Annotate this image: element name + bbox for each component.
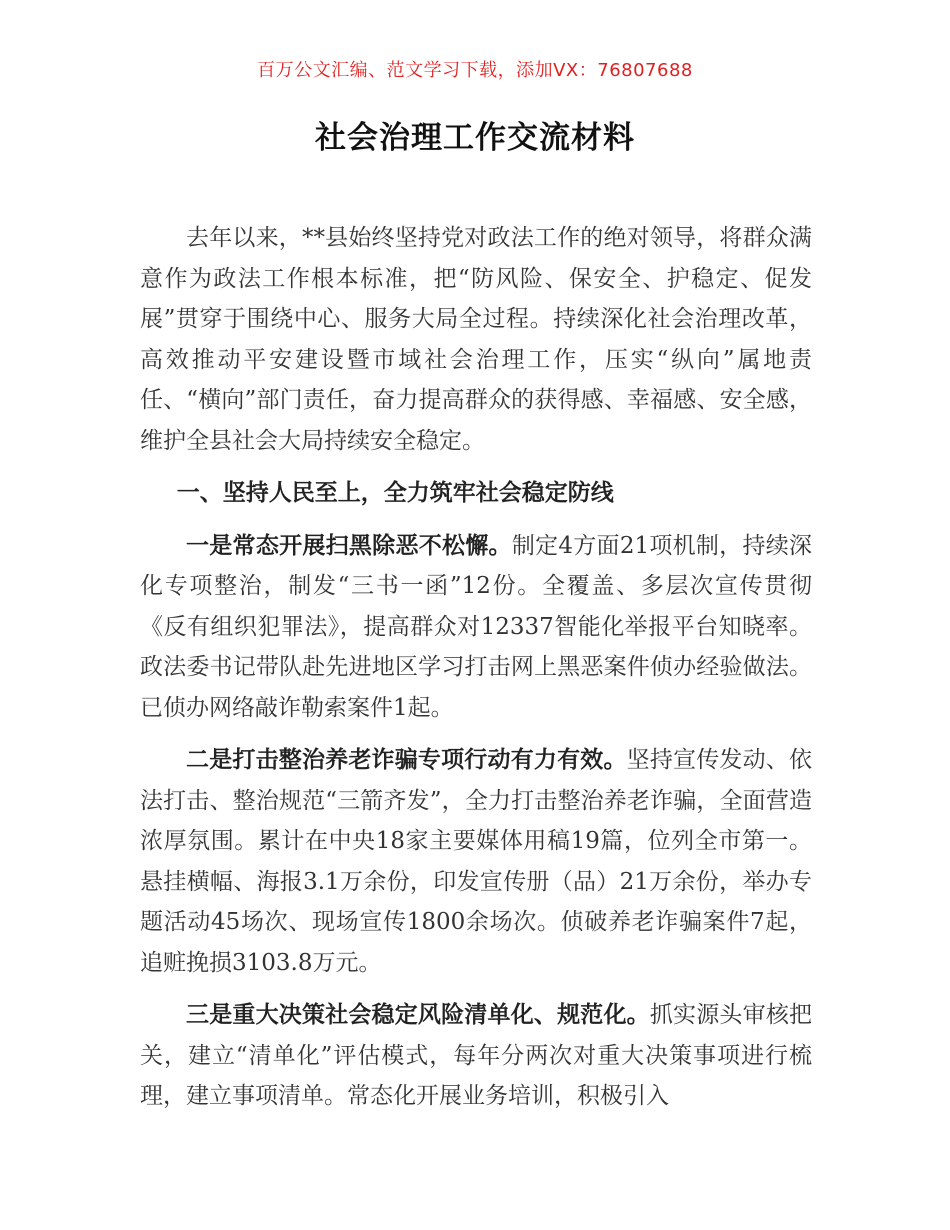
- item-body-1: 制定4方面21项机制，持续深化专项整治，制发“三书一函”12份。全覆盖、多层次宣传贯彻《反有组织犯罪法》，提高群众对12337智能化举报平台知晓率。政法委书记带队赴先进地区学习打击网上黑恶案件侦办经验做法。已侦办网络敲诈勒索案件1起。: [140, 532, 813, 721]
- intro-paragraph: 去年以来，**县始终坚持党对政法工作的绝对领导，将群众满意作为政法工作根本标准，把“防风险、保安全、护稳定、促发展”贯穿于围绕中心、服务大局全过程。持续深化社会治理改革，高效推动平安建设暨市域社会治理工作，压实“纵向”属地责任、“横向”部门责任，奋力提高群众的获得感、幸福感、安全感，维护全县社会大局持续安全稳定。: [140, 225, 812, 454]
- watermark-header: 百万公文汇编、范文学习下载，添加VX：76807688: [257, 60, 693, 81]
- item-lead-3: 三是重大决策社会稳定风险清单化、规范化。: [186, 1002, 650, 1028]
- item-paragraph-1: [140, 526, 812, 729]
- item-lead-2: 二是打击整治养老诈骗专项行动有力有效。: [186, 747, 627, 773]
- item-body-3: 抓实源头审核把关，建立“清单化”评估模式，每年分两次对重大决策事项进行梳理，建立事项清单。常态化开展业务培训，积极引入: [140, 1002, 813, 1109]
- document-title: 社会治理工作交流材料: [315, 120, 635, 156]
- item-lead-1: 一是常态开展扫黑除恶不松懈。: [186, 532, 512, 559]
- item-paragraph-3: [140, 995, 812, 1117]
- section-heading-1: 一、坚持人民至上，全力筑牢社会稳定防线: [176, 480, 614, 506]
- document-body: [140, 218, 812, 1129]
- item-body-2: 坚持宣传发动、依法打击、整治规范“三箭齐发”，全力打击整治养老诈骗，全面营造浓厚氛围。累计在中央18家主要媒体用稿19篇，位列全市第一。悬挂横幅、海报3.1万余份，印发宣传册（品）21万余份，举办专题活动45场次、现场宣传1800余场次。侦破养老诈骗案件7起，追赃挽损3103.8万元。: [140, 747, 813, 976]
- item-paragraph-2: [140, 740, 812, 983]
